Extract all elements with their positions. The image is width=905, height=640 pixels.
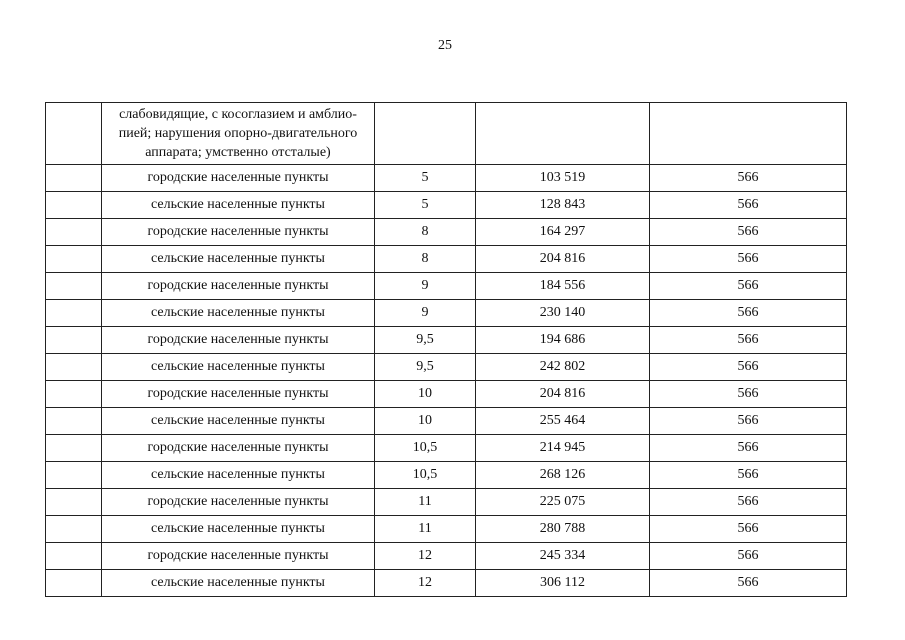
table-cell-value: 566 xyxy=(650,543,847,570)
table-cell-coef: 10 xyxy=(375,408,476,435)
table-cell-empty xyxy=(46,435,102,462)
table-cell-coef: 12 xyxy=(375,570,476,597)
table-cell-amount: 194 686 xyxy=(476,327,650,354)
table-row xyxy=(46,246,847,273)
table-cell-category: городские населенные пункты xyxy=(102,273,375,300)
table-cell-empty xyxy=(650,103,847,165)
table-cell-empty xyxy=(46,327,102,354)
table-cell-coef: 10,5 xyxy=(375,462,476,489)
table-cell-empty xyxy=(46,192,102,219)
table-cell-value: 566 xyxy=(650,570,847,597)
table-cell-coef: 11 xyxy=(375,516,476,543)
table-cell-empty xyxy=(46,489,102,516)
table-cell-category: городские населенные пункты xyxy=(102,327,375,354)
table-row xyxy=(46,435,847,462)
table-cell-amount: 204 816 xyxy=(476,381,650,408)
table-cell-coef: 5 xyxy=(375,165,476,192)
table-row xyxy=(46,462,847,489)
table-cell-empty xyxy=(46,408,102,435)
table-row xyxy=(46,300,847,327)
table-cell-empty xyxy=(46,570,102,597)
table-cell-amount: 268 126 xyxy=(476,462,650,489)
table-cell-value: 566 xyxy=(650,435,847,462)
table-cell-coef: 10,5 xyxy=(375,435,476,462)
table-cell-empty xyxy=(46,462,102,489)
table-cell-amount: 204 816 xyxy=(476,246,650,273)
table-cell-category: городские населенные пункты xyxy=(102,543,375,570)
table-cell-category: сельские населенные пункты xyxy=(102,246,375,273)
table-cell-coef: 8 xyxy=(375,219,476,246)
table-row xyxy=(46,543,847,570)
table-row xyxy=(46,408,847,435)
table-cell-coef: 9,5 xyxy=(375,327,476,354)
table-cell-empty xyxy=(476,103,650,165)
table-row xyxy=(46,192,847,219)
table-cell-empty xyxy=(46,219,102,246)
table-cell-amount: 225 075 xyxy=(476,489,650,516)
table-row xyxy=(46,327,847,354)
table-cell-value: 566 xyxy=(650,408,847,435)
table-cell-value: 566 xyxy=(650,165,847,192)
table-cell-value: 566 xyxy=(650,327,847,354)
table-cell-coef: 9 xyxy=(375,300,476,327)
table-cell-amount: 184 556 xyxy=(476,273,650,300)
table-cell-category: сельские населенные пункты xyxy=(102,354,375,381)
table-cell-category: сельские населенные пункты xyxy=(102,192,375,219)
table-cell-amount: 245 334 xyxy=(476,543,650,570)
table-cell-value: 566 xyxy=(650,219,847,246)
table-cell-empty xyxy=(46,273,102,300)
table-cell-value: 566 xyxy=(650,246,847,273)
table-cell-amount: 255 464 xyxy=(476,408,650,435)
table-cell-empty xyxy=(46,543,102,570)
table-cell-coef: 5 xyxy=(375,192,476,219)
table-cell-amount: 242 802 xyxy=(476,354,650,381)
table-cell-empty xyxy=(46,516,102,543)
table-cell-amount: 306 112 xyxy=(476,570,650,597)
table-row xyxy=(46,516,847,543)
table-row xyxy=(46,570,847,597)
table-cell-value: 566 xyxy=(650,192,847,219)
table-cell-category: городские населенные пункты xyxy=(102,219,375,246)
table-cell-value: 566 xyxy=(650,489,847,516)
table-cell-amount: 128 843 xyxy=(476,192,650,219)
table-cell-category: сельские населенные пункты xyxy=(102,408,375,435)
table-cell-coef: 9,5 xyxy=(375,354,476,381)
table-cell-empty xyxy=(46,354,102,381)
table-cell-amount: 214 945 xyxy=(476,435,650,462)
table-row xyxy=(46,381,847,408)
table-body xyxy=(46,103,847,597)
table-cell-value: 566 xyxy=(650,273,847,300)
table-cell-category: сельские населенные пункты xyxy=(102,516,375,543)
table-cell-category: сельские населенные пункты xyxy=(102,570,375,597)
table-cell-value: 566 xyxy=(650,300,847,327)
table-row xyxy=(46,489,847,516)
table-cell-coef: 11 xyxy=(375,489,476,516)
table-cell-amount: 230 140 xyxy=(476,300,650,327)
page-number: 25 xyxy=(438,38,452,53)
table-cell-coef: 8 xyxy=(375,246,476,273)
table-cell-empty xyxy=(46,246,102,273)
table-cell-value: 566 xyxy=(650,381,847,408)
table-row xyxy=(46,165,847,192)
table-cell-empty xyxy=(46,165,102,192)
table-row xyxy=(46,219,847,246)
table-row xyxy=(46,354,847,381)
table-cell-value: 566 xyxy=(650,516,847,543)
data-table xyxy=(45,102,847,597)
table-row-continuation xyxy=(46,103,847,165)
table-cell-category: сельские населенные пункты xyxy=(102,462,375,489)
table-cell-category: городские населенные пункты xyxy=(102,435,375,462)
table-row xyxy=(46,273,847,300)
table-cell-amount: 103 519 xyxy=(476,165,650,192)
table-cell-empty xyxy=(375,103,476,165)
table-cell-coef: 10 xyxy=(375,381,476,408)
table-cell-amount: 164 297 xyxy=(476,219,650,246)
table-cell-category: городские населенные пункты xyxy=(102,165,375,192)
table-cell-value: 566 xyxy=(650,354,847,381)
table-cell-amount: 280 788 xyxy=(476,516,650,543)
table-cell-coef: 12 xyxy=(375,543,476,570)
table-cell-empty xyxy=(46,300,102,327)
table-cell-coef: 9 xyxy=(375,273,476,300)
table-cell-empty xyxy=(46,103,102,165)
table-cell-continuation-text: слабовидящие, с косоглазием и амблио-пией; нарушения опорно-двигательного аппарата; умственно отсталые) xyxy=(102,103,375,165)
table-cell-category: городские населенные пункты xyxy=(102,489,375,516)
table-cell-category: сельские населенные пункты xyxy=(102,300,375,327)
table-cell-category: городские населенные пункты xyxy=(102,381,375,408)
table-cell-value: 566 xyxy=(650,462,847,489)
table-cell-empty xyxy=(46,381,102,408)
